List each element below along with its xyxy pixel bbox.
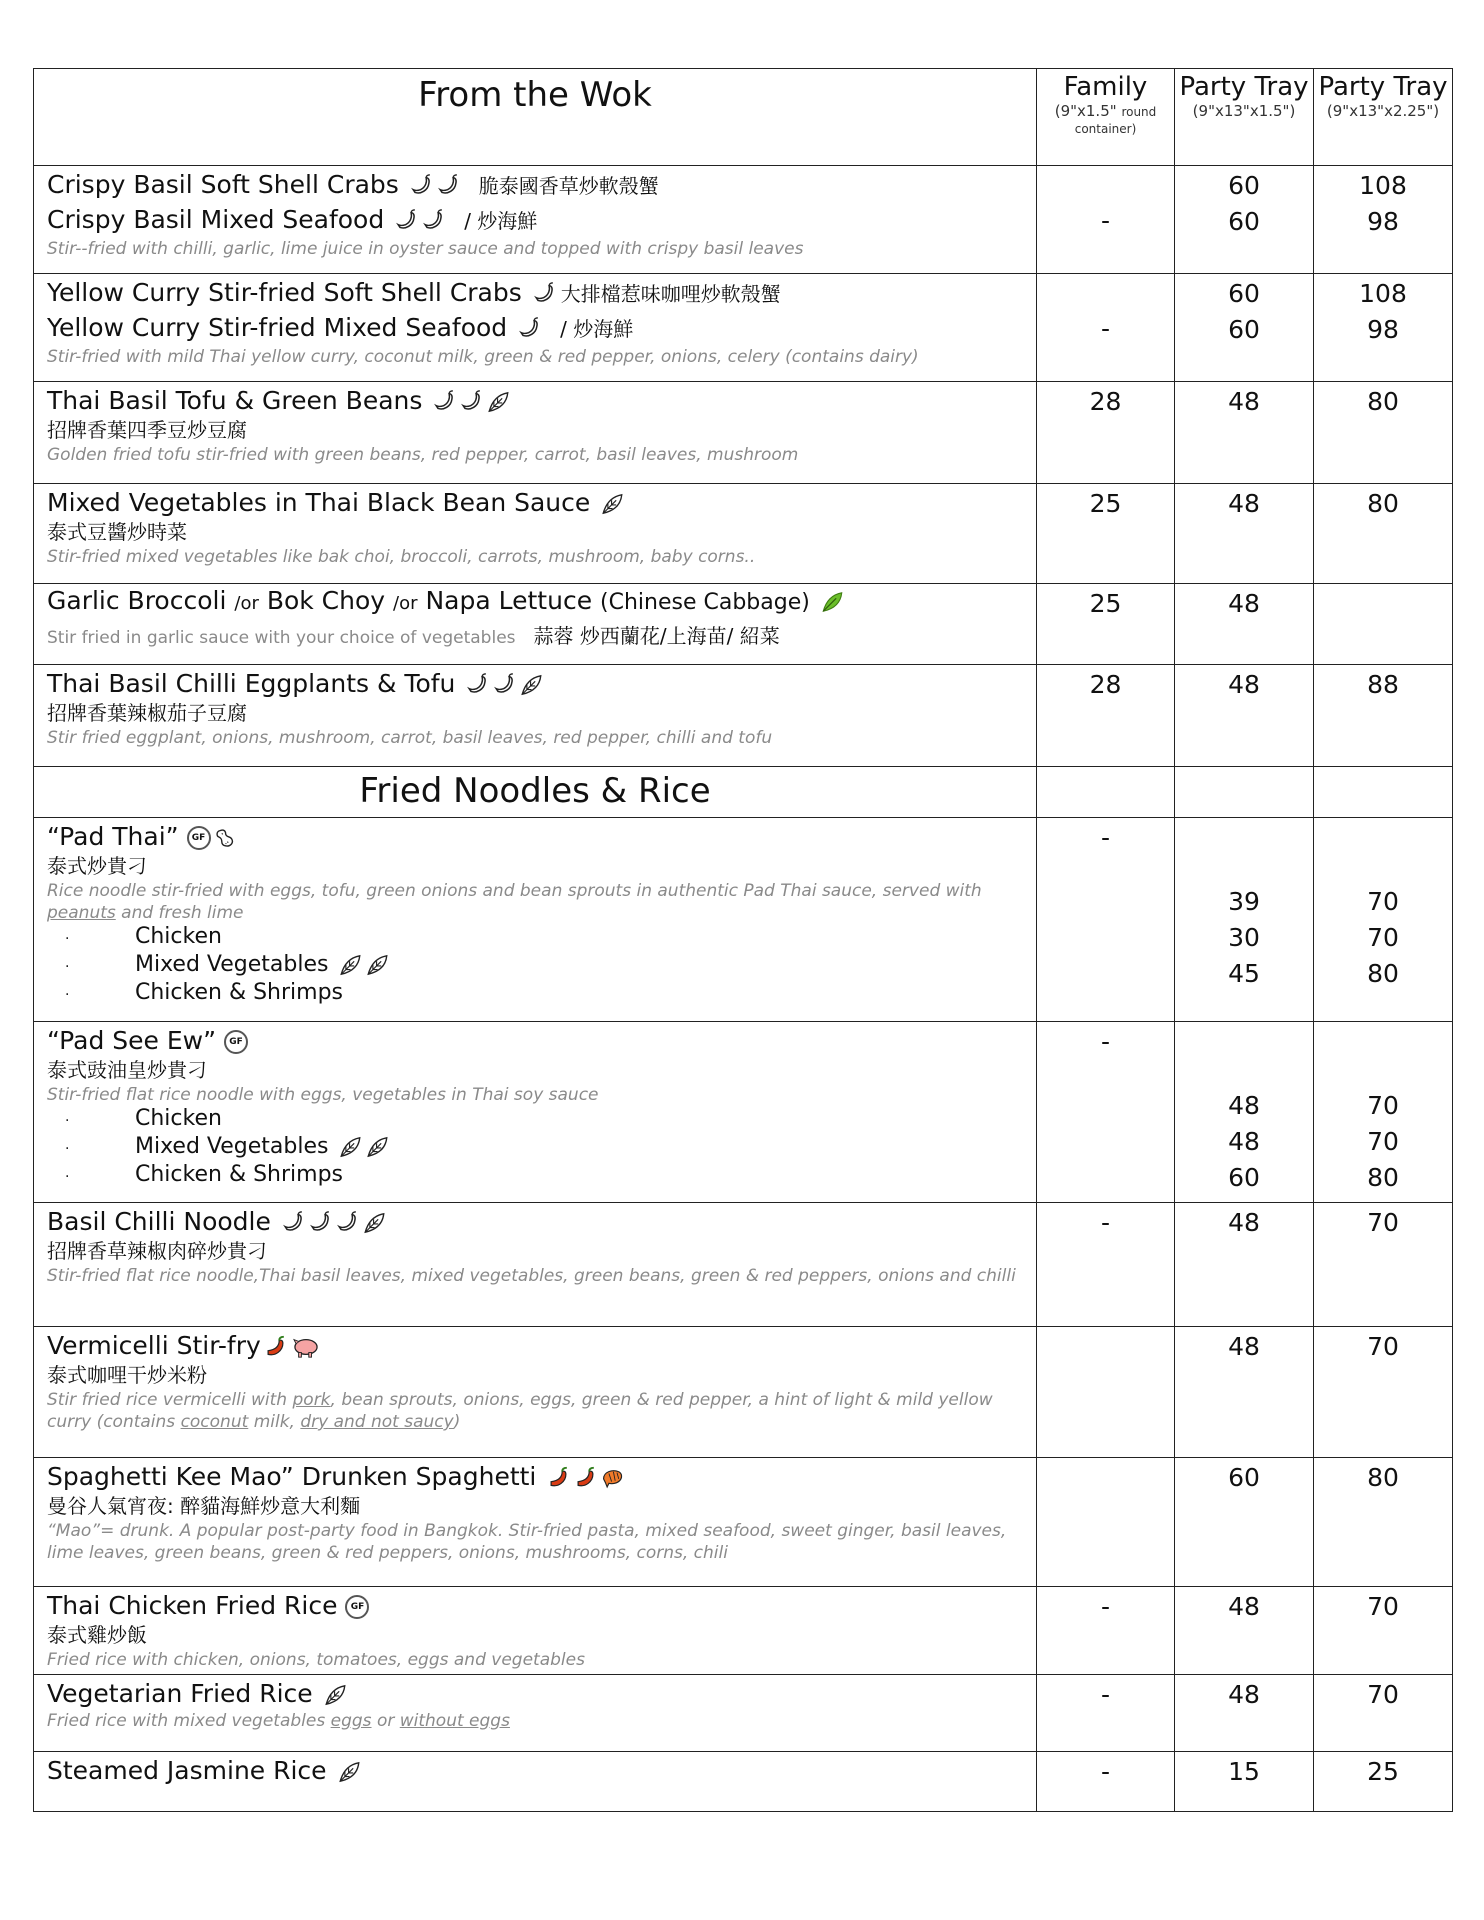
leaf-green-icon — [820, 590, 845, 614]
item-name: Basil Chilli Noodle — [47, 1207, 271, 1236]
chili-red-icon — [546, 1466, 571, 1490]
price-family — [1037, 1327, 1175, 1458]
price-family: - — [1037, 1022, 1175, 1203]
item-name: Garlic Broccoli — [47, 586, 227, 615]
menu-row — [34, 484, 1453, 584]
price-tray2 — [1314, 584, 1453, 665]
price-family: - — [1037, 1587, 1175, 1675]
or-label: /or — [393, 593, 418, 614]
leaf-outline-icon — [338, 1135, 363, 1159]
item-description: Stir-fried flat rice noodle with eggs, vegetables in Thai soy sauce — [47, 1085, 599, 1105]
menu-row — [34, 1675, 1453, 1752]
peanut-icon — [213, 826, 238, 850]
price-tray1: 48 — [1175, 1675, 1314, 1752]
item-name: Thai Basil Tofu & Green Beans — [47, 386, 423, 415]
price-tray2: 98 — [1367, 207, 1399, 236]
price-tray1: 60 — [1228, 171, 1260, 200]
item-description: Fried rice with chicken, onions, tomatoes, eggs and vegetables — [47, 1650, 585, 1670]
price-tray1: 30 — [1228, 923, 1260, 952]
option-note: eggs — [330, 1711, 372, 1731]
price-tray1: 48 — [1228, 1091, 1260, 1120]
allergen-note: dry and not saucy — [300, 1412, 454, 1432]
price-tray1: 48 — [1175, 1203, 1314, 1327]
price-family: 28 — [1037, 665, 1175, 767]
chili-outline-icon — [335, 1211, 360, 1235]
item-name-sub: (Chinese Cabbage) — [600, 590, 810, 615]
col-header-tray1 — [1175, 69, 1314, 166]
chili-outline-icon — [281, 1211, 306, 1235]
chili-outline-icon — [421, 209, 446, 233]
price-tray1: 60 — [1228, 1163, 1260, 1192]
price-tray2: 25 — [1314, 1752, 1453, 1812]
leaf-outline-icon — [337, 1760, 362, 1784]
page-title: From the Wok — [418, 75, 652, 115]
option-label: Chicken — [135, 1106, 222, 1131]
item-description: Fried rice with mixed vegetables — [47, 1711, 326, 1731]
chili-outline-icon — [517, 317, 542, 341]
item-description: Golden fried tofu stir-fried with green beans, red pepper, carrot, basil leaves, mushroom — [47, 445, 799, 465]
menu-row — [34, 1327, 1453, 1458]
option-label: Chicken & Shrimps — [135, 1162, 344, 1187]
leaf-outline-icon — [486, 390, 511, 414]
item-name: Thai Basil Chilli Eggplants & Tofu — [47, 669, 456, 698]
menu-row — [34, 584, 1453, 665]
item-description: Stir fried eggplant, onions, mushroom, carrot, basil leaves, red pepper, chilli and tofu — [47, 728, 773, 748]
tray1-size: (9"x13"x1.5") — [1192, 101, 1296, 120]
item-name: Crispy Basil Soft Shell Crabs — [47, 170, 399, 199]
tray1-label: Party Tray — [1179, 72, 1309, 102]
item-description: “Mao”= drunk. A popular post-party food in Bangkok. Stir-fried pasta, mixed seafood, sweet ginger, basil leaves, lime leaves, green beans, green & red peppers, onions, mushrooms, corns, chili — [47, 1521, 1007, 1563]
leaf-outline-icon — [323, 1683, 348, 1707]
price-tray1: 45 — [1228, 959, 1260, 988]
item-description: Stir-fried flat rice noodle,Thai basil leaves, mixed vegetables, green beans, green & red peppers, onions and chilli — [47, 1266, 1016, 1286]
item-name: Mixed Vegetables in Thai Black Bean Sauce — [47, 488, 591, 517]
price-tray2: 88 — [1314, 665, 1453, 767]
item-description: milk, — [253, 1412, 295, 1432]
price-tray2: 70 — [1314, 1675, 1453, 1752]
item-name: “Pad Thai” — [47, 822, 179, 851]
leaf-outline-icon — [519, 673, 544, 697]
menu-row — [34, 382, 1453, 484]
item-description: Stir--fried with chilli, garlic, lime juice in oyster sauce and topped with crispy basil leaves — [47, 239, 804, 259]
menu-row — [34, 665, 1453, 767]
item-name-zh: 曼谷人氣宵夜: 醉貓海鮮炒意大利麵 — [47, 1494, 361, 1518]
bullet: · — [65, 1169, 70, 1185]
item-name-zh: / 炒海鮮 — [464, 209, 538, 233]
option-label: Mixed Vegetables — [135, 952, 329, 977]
col-header-family — [1037, 69, 1175, 166]
chili-red-icon — [263, 1335, 288, 1359]
item-name: Yellow Curry Stir-fried Mixed Seafood — [47, 313, 508, 342]
gluten-free-icon: GF — [345, 1595, 369, 1619]
tray2-label: Party Tray — [1318, 72, 1448, 102]
price-tray2: 70 — [1367, 887, 1399, 916]
item-description: Stir fried in garlic sauce with your choice of vegetables — [47, 628, 516, 648]
item-name-zh: 脆泰國香草炒軟殼蟹 — [478, 174, 659, 198]
bullet: · — [65, 959, 70, 975]
price-tray1: 39 — [1228, 887, 1260, 916]
price-family — [1037, 1458, 1175, 1587]
menu-row — [34, 1022, 1453, 1203]
price-family: 28 — [1037, 382, 1175, 484]
item-name-zh: 泰式咖哩干炒米粉 — [47, 1363, 207, 1387]
item-name-zh: 泰式豆醬炒時菜 — [47, 520, 187, 544]
item-name-zh: 招牌香葉辣椒茄子豆腐 — [47, 701, 247, 725]
item-description: Stir-fried mixed vegetables like bak choi, broccoli, carrots, mushroom, baby corns.. — [47, 547, 756, 567]
leaf-outline-icon — [365, 1135, 390, 1159]
price-tray1: 48 — [1175, 1327, 1314, 1458]
item-name-zh: 招牌香草辣椒肉碎炒貴刁 — [47, 1239, 267, 1263]
option-note: without eggs — [399, 1711, 510, 1731]
item-name-zh: 泰式豉油皇炒貴刁 — [47, 1058, 207, 1082]
chili-outline-icon — [465, 673, 490, 697]
chili-outline-icon — [394, 209, 419, 233]
or-label: /or — [234, 593, 259, 614]
price-family: 25 — [1037, 484, 1175, 584]
shrimp-icon — [600, 1466, 625, 1490]
item-name: Thai Chicken Fried Rice — [47, 1591, 338, 1620]
chili-outline-icon — [409, 174, 434, 198]
price-tray2: 80 — [1314, 382, 1453, 484]
menu-row — [34, 1458, 1453, 1587]
item-name: Yellow Curry Stir-fried Soft Shell Crabs — [47, 278, 522, 307]
item-name-zh: 招牌香葉四季豆炒豆腐 — [47, 418, 247, 442]
family-size-a: (9"x1.5" — [1054, 101, 1117, 120]
item-description: Stir fried rice vermicelli with — [47, 1390, 288, 1410]
price-family: - — [1037, 274, 1175, 382]
option-label: Chicken & Shrimps — [135, 980, 344, 1005]
price-tray1: 15 — [1175, 1752, 1314, 1812]
item-name-zh: / 炒海鮮 — [560, 317, 634, 341]
item-description: or — [376, 1711, 395, 1731]
leaf-outline-icon — [338, 953, 363, 977]
price-tray2: 70 — [1367, 1091, 1399, 1120]
leaf-outline-icon — [362, 1211, 387, 1235]
price-tray2: 98 — [1367, 315, 1399, 344]
price-family: - — [1037, 166, 1175, 274]
price-tray1: 60 — [1175, 1458, 1314, 1587]
chili-outline-icon — [436, 174, 461, 198]
price-tray2: 70 — [1367, 923, 1399, 952]
price-tray1: 60 — [1228, 315, 1260, 344]
col-header-tray2 — [1314, 69, 1453, 166]
price-tray2: 70 — [1314, 1587, 1453, 1675]
menu-row — [34, 274, 1453, 382]
price-tray1: 48 — [1175, 665, 1314, 767]
option-label: Chicken — [135, 924, 222, 949]
price-tray1: 48 — [1175, 382, 1314, 484]
item-description: Stir-fried with mild Thai yellow curry, coconut milk, green & red pepper, onions, celery (contains dairy) — [47, 347, 919, 367]
family-label: Family — [1063, 72, 1148, 102]
gluten-free-icon: GF — [187, 826, 211, 850]
price-family: - — [1037, 1752, 1175, 1812]
item-name: Vermicelli Stir-fry — [47, 1331, 261, 1360]
section-row — [34, 767, 1453, 818]
allergen-note: peanuts — [47, 903, 116, 923]
price-tray2: 80 — [1367, 959, 1399, 988]
menu-row — [34, 166, 1453, 274]
price-tray1: 60 — [1228, 207, 1260, 236]
item-description: and fresh lime — [121, 903, 244, 923]
leaf-outline-icon — [600, 492, 625, 516]
price-tray2: 108 — [1359, 279, 1407, 308]
item-name: Crispy Basil Mixed Seafood — [47, 205, 385, 234]
price-family: - — [1037, 1675, 1175, 1752]
leaf-outline-icon — [365, 953, 390, 977]
price-tray2: 80 — [1314, 1458, 1453, 1587]
chili-outline-icon — [308, 1211, 333, 1235]
allergen-note: pork — [292, 1390, 331, 1410]
chili-outline-icon — [492, 673, 517, 697]
tray2-size: (9"x13"x2.25") — [1326, 101, 1440, 120]
price-tray2: 80 — [1367, 1163, 1399, 1192]
item-name-zh: 泰式雞炒飯 — [47, 1623, 147, 1647]
item-description: Rice noodle stir-fried with eggs, tofu, green onions and bean sprouts in authentic Pad Thai sauce, served with — [47, 881, 982, 901]
allergen-note: coconut — [180, 1412, 249, 1432]
chili-outline-icon — [432, 390, 457, 414]
price-family: 25 — [1037, 584, 1175, 665]
chili-outline-icon — [532, 282, 557, 306]
price-tray1: 48 — [1228, 1127, 1260, 1156]
section-title-noodles: Fried Noodles & Rice — [34, 767, 1037, 818]
price-tray1: 60 — [1228, 279, 1260, 308]
menu-table — [33, 68, 1453, 1812]
price-tray1: 48 — [1175, 484, 1314, 584]
menu-row — [34, 1587, 1453, 1675]
item-name: Spaghetti Kee Mao” Drunken Spaghetti — [47, 1462, 537, 1491]
item-name-zh: 大排檔惹味咖哩炒軟殼蟹 — [560, 282, 781, 306]
price-tray2: 70 — [1367, 1127, 1399, 1156]
item-name-zh: 蒜蓉 炒西蘭花/上海苗/ 紹菜 — [533, 624, 780, 648]
price-tray2: 70 — [1314, 1203, 1453, 1327]
bullet: · — [65, 1113, 70, 1129]
header-row — [34, 69, 1453, 166]
price-family: - — [1037, 818, 1175, 1022]
item-name: Napa Lettuce — [425, 586, 593, 615]
chili-outline-icon — [459, 390, 484, 414]
price-tray2: 70 — [1314, 1327, 1453, 1458]
item-description: ) — [453, 1412, 461, 1432]
price-tray1: 48 — [1175, 1587, 1314, 1675]
price-tray2: 80 — [1314, 484, 1453, 584]
item-description: , bean sprouts, onions, eggs, green & red pepper, a hint of light & mild yellow curry (contains — [47, 1390, 993, 1432]
option-label: Mixed Vegetables — [135, 1134, 329, 1159]
chili-red-icon — [573, 1466, 598, 1490]
pig-icon — [290, 1335, 322, 1359]
item-name: “Pad See Ew” — [47, 1026, 217, 1055]
price-family: - — [1037, 1203, 1175, 1327]
price-tray1: 48 — [1175, 584, 1314, 665]
bullet: · — [65, 1141, 70, 1157]
menu-row — [34, 818, 1453, 1022]
menu-row — [34, 1752, 1453, 1812]
menu-row — [34, 1203, 1453, 1327]
bullet: · — [65, 931, 70, 947]
section-title-wok — [34, 69, 1037, 166]
family-size-c: container) — [1074, 122, 1137, 137]
item-name-zh: 泰式炒貴刁 — [47, 854, 147, 878]
item-name: Vegetarian Fried Rice — [47, 1679, 313, 1708]
family-size-b: round — [1121, 104, 1157, 119]
item-name: Steamed Jasmine Rice — [47, 1756, 327, 1785]
bullet: · — [65, 987, 70, 1003]
price-tray2: 108 — [1359, 171, 1407, 200]
gluten-free-icon: GF — [224, 1030, 248, 1054]
item-name: Bok Choy — [266, 586, 386, 615]
